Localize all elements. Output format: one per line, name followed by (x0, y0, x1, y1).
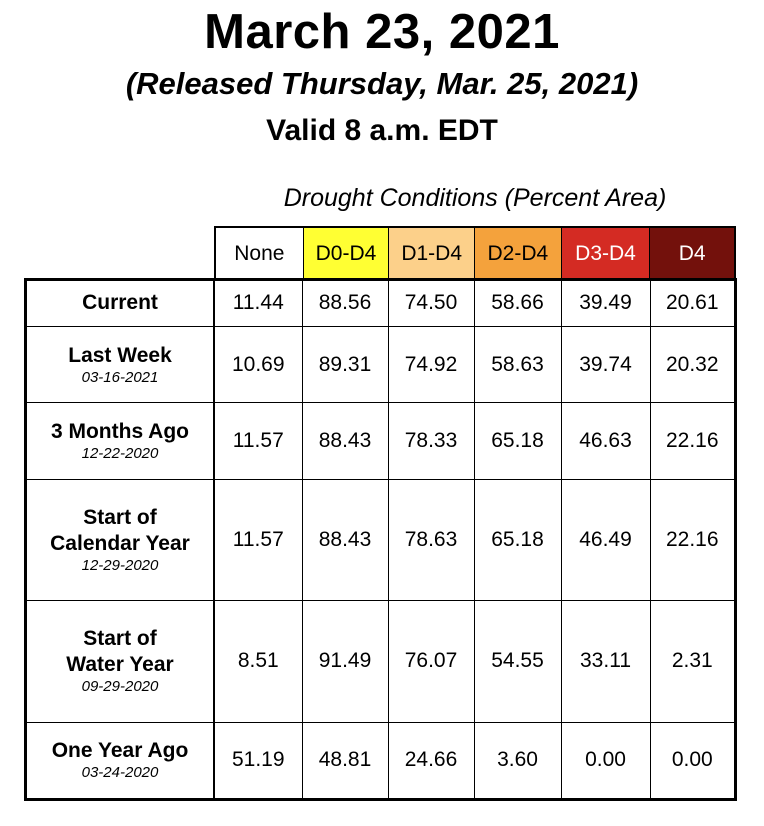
row-label: Water Year (66, 653, 174, 677)
row-label: One Year Ago (51, 739, 189, 763)
row-label: Last Week (68, 343, 172, 367)
value-cell: 11.44 (214, 281, 302, 326)
row-date: 12-22-2020 (81, 445, 159, 463)
table-row (27, 281, 734, 326)
value-cell: 78.33 (388, 403, 474, 480)
value-cell: 76.07 (388, 601, 474, 722)
column-header-d2-d4: D2-D4 (475, 228, 562, 280)
row-date: 03-24-2020 (81, 764, 159, 782)
column-header-d4: D4 (650, 228, 734, 280)
value-cell: 11.57 (214, 403, 302, 480)
value-cell: 46.63 (561, 403, 650, 480)
row-label-cell (27, 403, 214, 480)
row-label-cell (27, 722, 214, 798)
value-cell: 88.43 (302, 403, 388, 480)
value-cell: 33.11 (561, 601, 650, 722)
row-label-cell (27, 326, 214, 403)
page-title: March 23, 2021 (204, 5, 560, 59)
value-cell: 3.60 (474, 722, 561, 798)
value-cell: 8.51 (214, 601, 302, 722)
category-header-row (214, 226, 736, 280)
value-cell: 11.57 (214, 480, 302, 601)
value-cell: 58.66 (474, 281, 561, 326)
valid-time: Valid 8 a.m. EDT (266, 114, 498, 147)
row-date: 12-29-2020 (81, 557, 159, 575)
value-cell: 65.18 (474, 480, 561, 601)
value-cell: 58.63 (474, 326, 561, 403)
value-cell: 22.16 (650, 480, 734, 601)
row-label: 3 Months Ago (50, 420, 190, 444)
value-cell: 89.31 (302, 326, 388, 403)
value-cell: 10.69 (214, 326, 302, 403)
row-label-cell (27, 601, 214, 722)
row-label: Calendar Year (50, 532, 190, 556)
row-label-cell (27, 281, 214, 326)
value-cell: 91.49 (302, 601, 388, 722)
value-cell: 51.19 (214, 722, 302, 798)
row-label: Start of (83, 506, 157, 530)
column-header-none: None (216, 228, 304, 280)
table-caption: Drought Conditions (Percent Area) (283, 184, 667, 212)
column-header-d3-d4: D3-D4 (562, 228, 651, 280)
value-cell: 2.31 (650, 601, 734, 722)
value-cell: 78.63 (388, 480, 474, 601)
value-cell: 88.56 (302, 281, 388, 326)
table-row (27, 403, 734, 480)
value-cell: 65.18 (474, 403, 561, 480)
value-cell: 46.49 (561, 480, 650, 601)
release-date: (Released Thursday, Mar. 25, 2021) (125, 66, 639, 101)
column-header-d0-d4: D0-D4 (304, 228, 390, 280)
row-date: 03-16-2021 (81, 368, 159, 386)
value-cell: 24.66 (388, 722, 474, 798)
value-cell: 74.50 (388, 281, 474, 326)
table-row (27, 326, 734, 403)
row-date: 09-29-2020 (81, 678, 159, 696)
column-header-d1-d4: D1-D4 (389, 228, 475, 280)
row-label: Current (82, 291, 158, 315)
row-label-cell (27, 480, 214, 601)
value-cell: 20.61 (650, 281, 734, 326)
table-row (27, 480, 734, 601)
table-row (27, 722, 734, 798)
value-cell: 48.81 (302, 722, 388, 798)
value-cell: 20.32 (650, 326, 734, 403)
value-cell: 39.49 (561, 281, 650, 326)
value-cell: 0.00 (650, 722, 734, 798)
value-cell: 39.74 (561, 326, 650, 403)
drought-table (24, 278, 737, 801)
table-row (27, 601, 734, 722)
value-cell: 54.55 (474, 601, 561, 722)
value-cell: 22.16 (650, 403, 734, 480)
value-cell: 74.92 (388, 326, 474, 403)
value-cell: 88.43 (302, 480, 388, 601)
value-cell: 0.00 (561, 722, 650, 798)
row-label: Start of (83, 627, 157, 651)
